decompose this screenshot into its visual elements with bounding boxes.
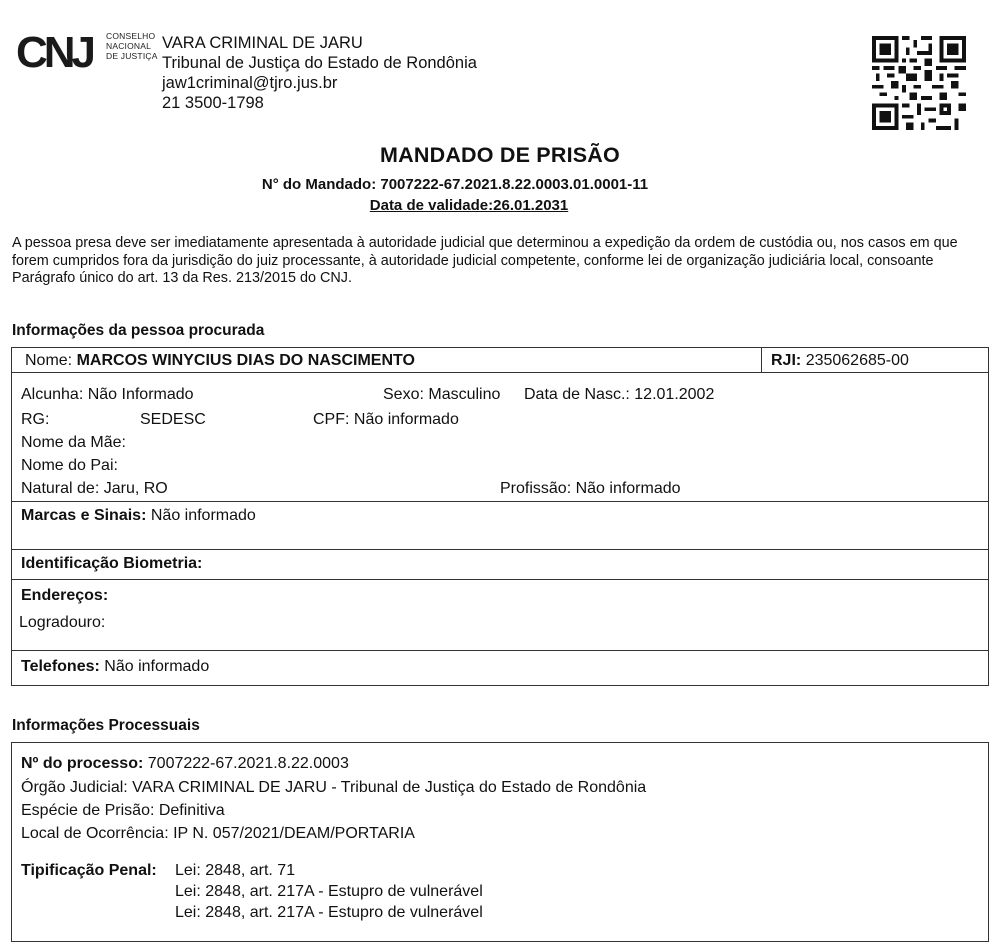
profession: Profissão: Não informado — [500, 480, 681, 497]
phones-label: Telefones: — [21, 658, 100, 675]
marks-label: Marcas e Sinais: — [21, 507, 147, 524]
rji-label: RJI: — [771, 352, 802, 369]
process-number-value: 7007222-67.2021.8.22.0003 — [147, 755, 349, 772]
penal-label: Tipificação Penal: — [21, 862, 157, 879]
occurrence-place: Local de Ocorrência: IP N. 057/2021/DEAM/PORTARIA — [21, 825, 415, 842]
addresses-label: Endereços: — [21, 587, 109, 604]
divider — [11, 579, 989, 580]
rg-org: SEDESC — [140, 411, 206, 428]
birth-date: Data de Nasc.: 12.01.2002 — [524, 386, 715, 403]
father-name: Nome do Pai: — [21, 457, 118, 474]
marks-field — [21, 507, 256, 525]
phones-field — [21, 658, 209, 676]
legal-notice: A pessoa presa deve ser imediatamente apresentada à autoridade judicial que determinou a expedição da ordem de custódia ou, nos casos em que forem cumpridos fora da jurisdição do juiz processante, à autoridade judicial competente, conforme lei de organização judiciária local, consoante Parágrafo único do art. 13 da Res. 213/2015 do CNJ. — [12, 235, 958, 286]
document-title: MANDADO DE PRISÃO — [380, 143, 620, 167]
penal-line: Lei: 2848, art. 71 — [175, 862, 296, 879]
sexo: Sexo: Masculino — [383, 386, 501, 403]
court-email: jaw1criminal@tjro.jus.br — [162, 74, 338, 92]
logo-caption: CONSELHO NACIONAL DE JUSTIÇA — [106, 31, 158, 61]
divider — [11, 549, 989, 550]
name-value: MARCOS WINYCIUS DIAS DO NASCIMENTO — [76, 352, 415, 369]
judicial-body: Órgão Judicial: VARA CRIMINAL DE JARU - Tribunal de Justiça do Estado de Rondônia — [21, 779, 647, 796]
marks-value: Não informado — [150, 507, 256, 524]
penal-line: Lei: 2848, art. 217A - Estupro de vulnerável — [175, 904, 483, 921]
cnj-logo — [16, 29, 96, 73]
person-section-title: Informações da pessoa procurada — [12, 322, 265, 339]
court-info — [162, 33, 477, 113]
process-section-title: Informações Processuais — [12, 717, 200, 734]
birthplace: Natural de: Jaru, RO — [21, 480, 168, 497]
court-name: VARA CRIMINAL DE JARU — [162, 34, 363, 52]
alcunha: Alcunha: Não Informado — [21, 386, 194, 403]
process-number — [21, 755, 349, 773]
mother-name: Nome da Mãe: — [21, 434, 126, 451]
name-label: Nome: — [25, 352, 73, 369]
process-number-label: Nº do processo: — [21, 755, 144, 772]
penal-line: Lei: 2848, art. 217A - Estupro de vulnerável — [175, 883, 483, 900]
warrant-number: N° do Mandado: 7007222-67.2021.8.22.0003.01.0001-11 — [261, 176, 649, 193]
rg-label: RG: — [21, 411, 50, 428]
name-field — [25, 352, 415, 370]
rji-field — [771, 352, 909, 370]
divider — [11, 650, 989, 651]
qr-code-icon — [872, 36, 966, 130]
logo-letters: CNJ — [16, 29, 93, 73]
rji-value: 235062685-00 — [805, 352, 909, 369]
validity-date: Data de validade:26.01.2031 — [369, 197, 569, 214]
cpf: CPF: Não informado — [313, 411, 459, 428]
divider — [11, 501, 989, 502]
phones-value: Não informado — [104, 658, 210, 675]
court-phone: 21 3500-1798 — [162, 94, 264, 112]
tribunal-name: Tribunal de Justiça do Estado de Rondônia — [162, 54, 477, 72]
biometrics-label: Identificação Biometria: — [21, 555, 203, 572]
divider — [11, 372, 989, 373]
arrest-type: Espécie de Prisão: Definitiva — [21, 802, 225, 819]
street-label: Logradouro: — [19, 614, 106, 631]
divider — [761, 347, 762, 372]
